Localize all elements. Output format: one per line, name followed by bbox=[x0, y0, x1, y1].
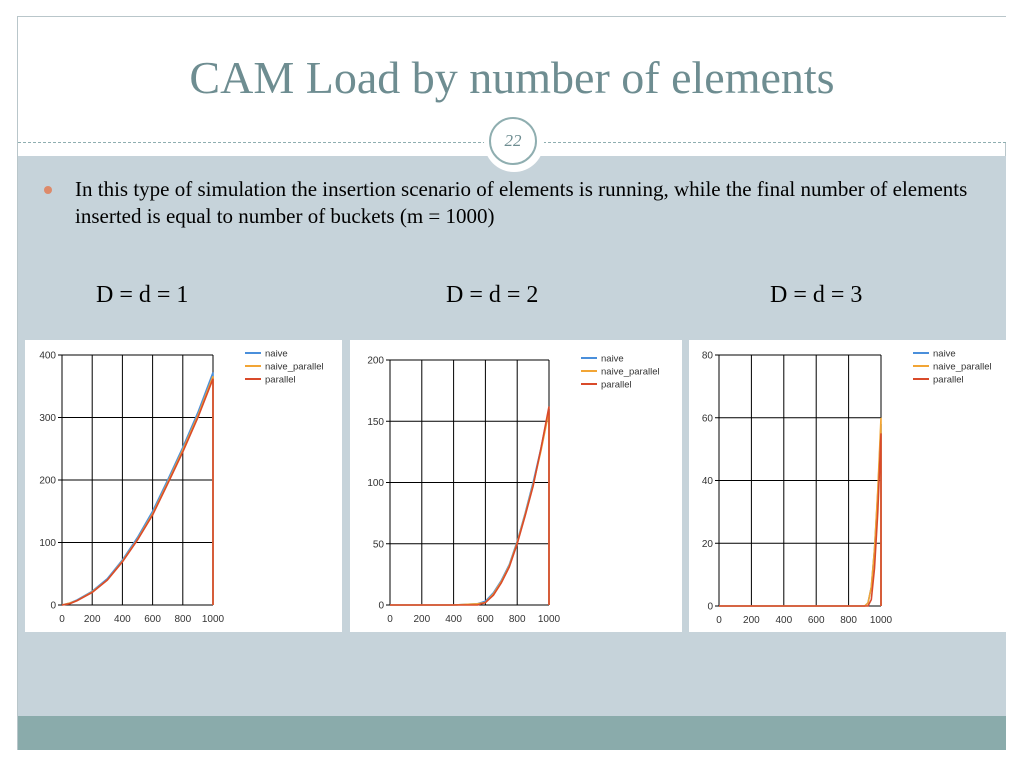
y-tick-label: 0 bbox=[707, 601, 713, 613]
page-number: 22 bbox=[489, 117, 537, 165]
x-tick-label: 200 bbox=[743, 615, 760, 626]
legend-label-parallel: parallel bbox=[933, 374, 964, 386]
chart-d3 bbox=[689, 340, 1006, 632]
legend-label-naive-parallel: naive_parallel bbox=[265, 361, 324, 373]
bullet-text: In this type of simulation the insertion scenario of elements is running, while the final number of elements inserted is equal to number of buckets (m = 1000) bbox=[75, 177, 968, 228]
y-tick-label: 60 bbox=[701, 413, 713, 425]
y-tick-label: 150 bbox=[367, 416, 384, 428]
legend-label-naive-parallel: naive_parallel bbox=[933, 361, 992, 373]
y-tick-label: 100 bbox=[367, 478, 384, 489]
x-tick-label: 1000 bbox=[537, 614, 561, 625]
subhead-d2: D = d = 2 bbox=[446, 282, 539, 308]
x-tick-label: 1000 bbox=[201, 614, 225, 625]
x-tick-label: 800 bbox=[840, 615, 857, 626]
y-tick-label: 50 bbox=[372, 539, 384, 551]
legend-label-naive-parallel: naive_parallel bbox=[601, 366, 660, 378]
y-tick-label: 40 bbox=[701, 476, 713, 487]
chart-d1 bbox=[25, 340, 342, 632]
slide-title: CAM Load by number of elements bbox=[189, 52, 835, 103]
series-line-naive bbox=[390, 409, 549, 605]
x-tick-label: 600 bbox=[807, 615, 825, 626]
series-line-parallel bbox=[62, 379, 213, 605]
x-tick-label: 600 bbox=[144, 614, 161, 625]
legend-label-parallel: parallel bbox=[601, 379, 632, 391]
y-tick-label: 0 bbox=[50, 600, 56, 612]
series-line-naive bbox=[719, 424, 881, 606]
x-tick-label: 400 bbox=[775, 615, 793, 626]
legend-label-naive: naive bbox=[265, 348, 288, 360]
legend-label-naive: naive bbox=[601, 353, 624, 365]
chart-panel-d2 bbox=[350, 340, 682, 632]
y-tick-label: 400 bbox=[39, 350, 56, 362]
x-tick-label: 0 bbox=[716, 615, 722, 626]
x-tick-label: 200 bbox=[83, 614, 101, 625]
series-line-naive-parallel bbox=[719, 418, 881, 606]
chart-panel-d3 bbox=[689, 340, 1006, 632]
bullet-icon bbox=[44, 186, 52, 194]
y-tick-label: 0 bbox=[378, 600, 384, 612]
y-tick-label: 20 bbox=[701, 538, 713, 550]
series-line-parallel bbox=[719, 433, 881, 606]
x-tick-label: 600 bbox=[477, 614, 494, 625]
subhead-d1: D = d = 1 bbox=[96, 282, 189, 308]
y-tick-label: 100 bbox=[39, 538, 56, 549]
legend-label-naive: naive bbox=[933, 348, 956, 360]
x-tick-label: 0 bbox=[59, 614, 65, 625]
y-tick-label: 300 bbox=[39, 413, 56, 424]
x-tick-label: 800 bbox=[174, 614, 192, 625]
x-tick-label: 1000 bbox=[869, 615, 893, 626]
chart-panel-d1 bbox=[25, 340, 342, 632]
chart-d2 bbox=[350, 340, 682, 632]
y-tick-label: 200 bbox=[39, 475, 56, 487]
series-line-naive bbox=[62, 373, 213, 606]
footer-band bbox=[18, 716, 1006, 750]
series-line-naive-parallel bbox=[390, 411, 549, 605]
y-tick-label: 200 bbox=[367, 355, 384, 367]
x-tick-label: 0 bbox=[387, 614, 393, 625]
y-tick-label: 80 bbox=[701, 350, 713, 362]
x-tick-label: 400 bbox=[445, 614, 462, 625]
x-tick-label: 800 bbox=[508, 614, 526, 625]
x-tick-label: 200 bbox=[413, 614, 431, 625]
subhead-d3: D = d = 3 bbox=[770, 282, 863, 308]
x-tick-label: 400 bbox=[114, 614, 131, 625]
legend-label-parallel: parallel bbox=[265, 374, 296, 386]
series-line-parallel bbox=[390, 407, 549, 606]
series-line-naive-parallel bbox=[62, 376, 213, 605]
